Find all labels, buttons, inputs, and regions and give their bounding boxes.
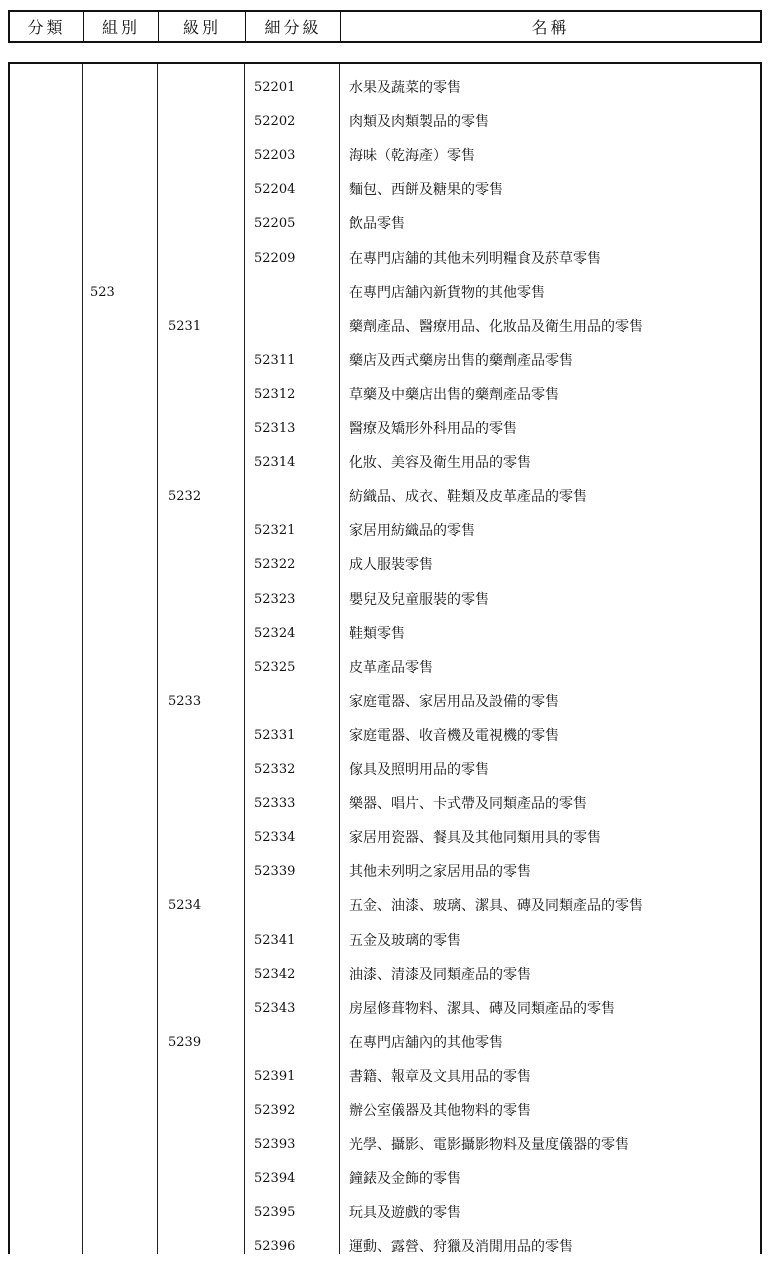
table-row xyxy=(10,242,760,276)
subclass-code: 52321 xyxy=(254,523,296,539)
header-subclass: 細分級 xyxy=(246,12,341,41)
table-row xyxy=(10,924,760,958)
subclass-code: 52341 xyxy=(254,932,296,948)
category-name: 家居用瓷器、餐具及其他同類用具的零售 xyxy=(349,830,601,847)
category-name: 家居用紡織品的零售 xyxy=(349,523,475,540)
category-name: 草藥及中藥店出售的藥劑產品零售 xyxy=(349,386,559,403)
table-row xyxy=(10,1094,760,1128)
table-row xyxy=(10,344,760,378)
category-name: 書籍、報章及文具用品的零售 xyxy=(349,1068,531,1085)
table-row xyxy=(10,651,760,685)
table-row xyxy=(10,480,760,514)
subclass-code: 52325 xyxy=(254,659,296,675)
class-code: 5233 xyxy=(168,693,202,709)
subclass-code: 52205 xyxy=(254,216,296,232)
category-name: 在專門店舖內新貨物的其他零售 xyxy=(349,284,545,301)
table-row xyxy=(10,1026,760,1060)
subclass-code: 52201 xyxy=(254,80,296,95)
subclass-code: 52313 xyxy=(254,421,296,436)
table-row xyxy=(10,1162,760,1196)
subclass-code: 52204 xyxy=(254,182,296,198)
category-name: 鞋類零售 xyxy=(349,625,405,642)
category-name: 在專門店舖內的其他零售 xyxy=(349,1034,503,1051)
table-row xyxy=(10,821,760,855)
group-code: 523 xyxy=(90,284,115,300)
category-name: 家庭電器、收音機及電視機的零售 xyxy=(349,727,559,744)
subclass-code: 52392 xyxy=(254,1103,296,1118)
table-row xyxy=(10,310,760,344)
category-name: 飲品零售 xyxy=(349,216,405,233)
category-name: 肉類及肉類製品的零售 xyxy=(349,114,489,131)
table-row xyxy=(10,685,760,719)
table-row xyxy=(10,753,760,787)
subclass-code: 52334 xyxy=(254,830,296,846)
table-row xyxy=(10,139,760,173)
subclass-code: 52395 xyxy=(254,1205,296,1221)
subclass-code: 52312 xyxy=(254,386,296,402)
subclass-code: 52343 xyxy=(254,1000,296,1016)
subclass-code: 52391 xyxy=(254,1068,296,1084)
header-division: 分類 xyxy=(10,12,84,41)
class-code: 5232 xyxy=(168,489,202,505)
subclass-code: 52209 xyxy=(254,250,296,266)
category-name: 皮革產品零售 xyxy=(349,659,433,676)
table-row xyxy=(10,378,760,412)
subclass-code: 52202 xyxy=(254,114,296,130)
table-row xyxy=(10,446,760,480)
table-row xyxy=(10,1128,760,1162)
category-name: 其他未列明之家居用品的零售 xyxy=(349,864,531,881)
category-name: 麵包、西餅及糖果的零售 xyxy=(349,182,503,199)
class-code: 5239 xyxy=(168,1034,202,1050)
category-name: 成人服裝零售 xyxy=(349,557,433,574)
table-row xyxy=(10,719,760,753)
table-row xyxy=(10,276,760,310)
subclass-code: 52342 xyxy=(254,966,296,982)
subclass-code: 52333 xyxy=(254,796,296,812)
subclass-code: 52339 xyxy=(254,864,296,880)
category-name: 在專門店舖的其他未列明糧食及菸草零售 xyxy=(349,250,601,267)
table-row xyxy=(10,1060,760,1094)
subclass-code: 52394 xyxy=(254,1171,296,1187)
table-row xyxy=(10,855,760,889)
category-name: 藥店及西式藥房出售的藥劑產品零售 xyxy=(349,352,573,369)
category-name: 水果及蔬菜的零售 xyxy=(349,80,461,96)
table-row xyxy=(10,958,760,992)
subclass-code: 52324 xyxy=(254,625,296,641)
category-name: 光學、攝影、電影攝影物料及量度儀器的零售 xyxy=(349,1137,629,1154)
table-row xyxy=(10,548,760,582)
table-row xyxy=(10,105,760,139)
category-name: 藥劑產品、醫療用品、化妝品及衛生用品的零售 xyxy=(349,318,643,335)
subclass-code: 52393 xyxy=(254,1137,296,1153)
table-row xyxy=(10,787,760,821)
table-row xyxy=(10,889,760,923)
subclass-code: 52323 xyxy=(254,591,296,607)
category-name: 房屋修葺物料、潔具、磚及同類產品的零售 xyxy=(349,1000,615,1017)
category-name: 嬰兒及兒童服裝的零售 xyxy=(349,591,489,608)
category-name: 五金及玻璃的零售 xyxy=(349,932,461,949)
category-name: 化妝、美容及衛生用品的零售 xyxy=(349,455,531,472)
subclass-code: 52331 xyxy=(254,727,296,743)
category-name: 辦公室儀器及其他物料的零售 xyxy=(349,1103,531,1119)
class-code: 5234 xyxy=(168,898,202,914)
category-name: 紡織品、成衣、鞋類及皮革產品的零售 xyxy=(349,489,587,506)
table-row xyxy=(10,1196,760,1230)
category-name: 油漆、清漆及同類產品的零售 xyxy=(349,966,531,983)
subclass-code: 52322 xyxy=(254,557,296,573)
category-name: 醫療及矯形外科用品的零售 xyxy=(349,421,517,437)
table-row xyxy=(10,992,760,1026)
subclass-code: 52396 xyxy=(254,1239,296,1255)
table-row xyxy=(10,1230,760,1264)
table-row xyxy=(10,207,760,241)
category-name: 運動、露營、狩獵及消閒用品的零售 xyxy=(349,1239,573,1256)
category-name: 鐘錶及金飾的零售 xyxy=(349,1171,461,1188)
table-header xyxy=(8,10,762,43)
subclass-code: 52332 xyxy=(254,762,296,777)
table-body xyxy=(8,62,762,1254)
category-name: 樂器、唱片、卡式帶及同類產品的零售 xyxy=(349,796,587,813)
header-group: 組別 xyxy=(84,12,159,41)
table-row xyxy=(10,617,760,651)
category-name: 海味（乾海產）零售 xyxy=(349,148,475,165)
class-code: 5231 xyxy=(168,318,202,334)
subclass-code: 52203 xyxy=(254,148,296,164)
category-name: 五金、油漆、玻璃、潔具、磚及同類產品的零售 xyxy=(349,898,643,915)
table-row xyxy=(10,173,760,207)
subclass-code: 52311 xyxy=(254,352,296,368)
table-row xyxy=(10,514,760,548)
header-name: 名稱 xyxy=(531,18,570,37)
category-name: 家庭電器、家居用品及設備的零售 xyxy=(349,693,559,710)
category-name: 玩具及遊戲的零售 xyxy=(349,1205,461,1222)
header-class: 級別 xyxy=(159,12,246,41)
table-row xyxy=(10,71,760,105)
subclass-code: 52314 xyxy=(254,455,296,471)
table-row xyxy=(10,412,760,446)
category-name: 傢具及照明用品的零售 xyxy=(349,762,489,778)
table-row xyxy=(10,583,760,617)
